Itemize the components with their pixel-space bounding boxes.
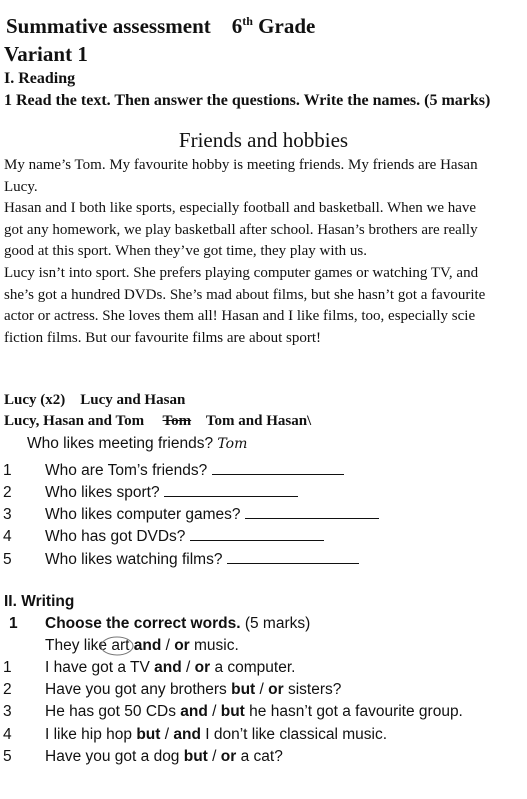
handwritten-answer: Tom [217, 436, 248, 452]
passage-line: Lucy. [4, 178, 38, 195]
answer-blank[interactable] [227, 549, 359, 564]
pencil-circle-mark [98, 635, 138, 657]
writing-task: 1 Choose the correct words. (5 marks) [9, 615, 311, 632]
writing-item: 3 He has got 50 CDs and / but he hasn’t got a favourite group. [3, 703, 463, 720]
question-row: 4 Who has got DVDs? [3, 526, 324, 546]
answer-blank[interactable] [245, 504, 379, 519]
passage-line: fiction films. But our favourite films are about sport! [4, 329, 322, 346]
answer-blank[interactable] [190, 526, 324, 541]
question-row: 3 Who likes computer games? [3, 504, 379, 524]
passage-line: she’s got a hundred DVDs. She’s mad about films, but she hasn’t got a favourite [4, 286, 486, 303]
writing-item: 2 Have you got any brothers but / or sisters? [3, 681, 342, 698]
passage-line: got any homework, we play basketball after school. Hasan’s brothers are really [4, 221, 478, 238]
answer-blank[interactable] [212, 460, 344, 475]
reading-passage [4, 155, 485, 349]
reading-heading: I. Reading [4, 70, 76, 87]
answer-options-line-1: Lucy (x2) Lucy and Hasan [4, 392, 186, 408]
question-row: 1 Who are Tom’s friends? [3, 460, 344, 480]
passage-line: Lucy isn’t into sport. She prefers playing computer games or watching TV, and [4, 264, 479, 281]
passage-line: Hasan and I both like sports, especially football and basketball. When we have [4, 200, 477, 217]
passage-line: good at this sport. When they’ve got time, they play with us. [4, 243, 368, 260]
passage-line: actor or actress. She loves them all! Hasan and I like films, too, especially scie [4, 308, 476, 325]
reading-instruction: 1 Read the text. Then answer the questions. Write the names. (5 marks) [4, 92, 491, 109]
writing-item: 5 Have you got a dog but / or a cat? [3, 748, 283, 765]
question-row: 5 Who likes watching films? [3, 549, 359, 569]
writing-example: They like art and / or music. [45, 637, 239, 654]
answer-options-line-2: Lucy, Hasan and Tom Tom Tom and Hasan\ [4, 413, 312, 429]
example-question: Who likes meeting friends? Tom [27, 435, 248, 452]
passage-line: My name’s Tom. My favourite hobby is meeting friends. My friends are Hasan [4, 157, 478, 173]
writing-item: 1 I have got a TV and / or a computer. [3, 659, 296, 676]
text-title: Friends and hobbies [178, 128, 349, 152]
answer-blank[interactable] [164, 482, 298, 497]
writing-item: 4 I like hip hop but / and I don’t like classical music. [3, 726, 387, 743]
writing-heading: II. Writing [4, 593, 75, 610]
assessment-title: Summative assessment 6th Grade [6, 14, 316, 38]
question-row: 2 Who likes sport? [3, 482, 298, 502]
variant-label: Variant 1 [4, 42, 88, 66]
